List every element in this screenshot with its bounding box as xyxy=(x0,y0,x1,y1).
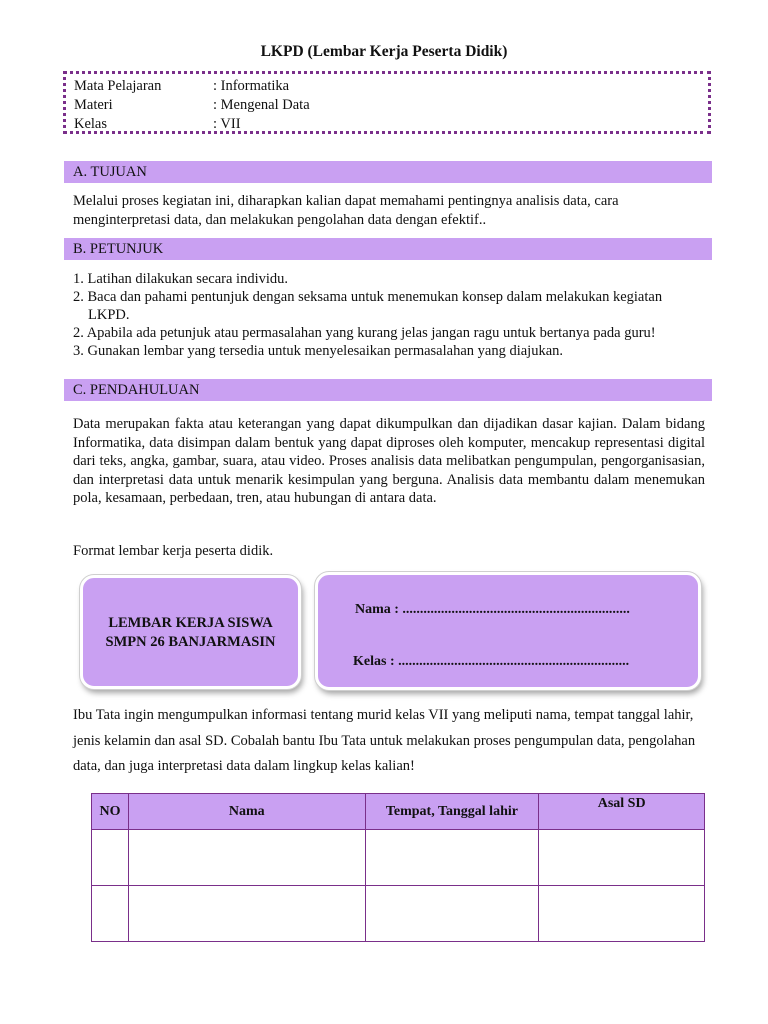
school-name: SMPN 26 BANJARMASIN xyxy=(105,634,276,650)
info-label: Kelas xyxy=(74,116,108,132)
section-heading-pendahuluan: C. PENDAHULUAN xyxy=(64,379,712,401)
section-heading-tujuan: A. TUJUAN xyxy=(64,161,712,183)
table-row xyxy=(92,830,705,886)
info-label: Mata Pelajaran xyxy=(74,78,162,94)
info-row-material xyxy=(74,96,700,115)
format-text: Format lembar kerja peserta didik. xyxy=(73,543,274,559)
data-table xyxy=(91,793,705,942)
table-cell[interactable] xyxy=(539,886,705,942)
name-field: Nama : ................................................................. xyxy=(355,602,630,617)
worksheet-title xyxy=(83,614,298,652)
table-row xyxy=(92,886,705,942)
tujuan-text: Melalui proses kegiatan ini, diharapkan kalian dapat memahami pentingnya analisis data, cara menginterpretasi data, dan melakukan pengolahan data dengan efektif.. xyxy=(73,193,619,228)
student-info-card xyxy=(315,572,701,690)
column-header-no: NO xyxy=(92,794,129,830)
petunjuk-list xyxy=(73,270,705,360)
table-cell[interactable] xyxy=(365,830,539,886)
info-box xyxy=(63,71,711,134)
info-value: : Informatika xyxy=(213,78,290,94)
table-cell[interactable] xyxy=(128,886,365,942)
page-title: LKPD (Lembar Kerja Peserta Didik) xyxy=(260,43,508,60)
column-header-name: Nama xyxy=(128,794,365,830)
list-item: 3. Gunakan lembar yang tersedia untuk menyelesaikan permasalahan yang diajukan. xyxy=(73,343,564,359)
column-header-school: Asal SD xyxy=(539,794,705,830)
list-item: 2. Baca dan pahami pentunjuk dengan seksama untuk menemukan konsep dalam melakukan kegiatan xyxy=(73,289,663,305)
info-value: : VII xyxy=(213,116,241,132)
worksheet-title-line: LEMBAR KERJA SISWA xyxy=(108,615,273,631)
worksheet-title-card xyxy=(80,575,301,689)
list-item: 2. Apabila ada petunjuk atau permasalahan yang kurang jelas jangan ragu untuk bertanya pada guru! xyxy=(73,325,656,341)
table-cell[interactable] xyxy=(128,830,365,886)
list-item: LKPD. xyxy=(88,307,130,323)
info-row-class xyxy=(74,115,700,134)
list-item: 1. Latihan dilakukan secara individu. xyxy=(73,271,289,287)
column-header-birth: Tempat, Tanggal lahir xyxy=(365,794,539,830)
info-value: : Mengenal Data xyxy=(213,97,310,113)
table-cell[interactable] xyxy=(92,830,129,886)
question-text: Ibu Tata ingin mengumpulkan informasi tentang murid kelas VII yang meliputi nama, tempat tanggal lahir, jenis kelamin dan asal SD. Cobalah bantu Ibu Tata untuk melakukan proses pengumpulan data, pengolahan data, dan juga interpretasi data dalam lingkup kelas kalian! xyxy=(73,707,696,774)
table-cell[interactable] xyxy=(539,830,705,886)
info-label: Materi xyxy=(74,97,113,113)
table-header-row xyxy=(92,794,705,830)
table-cell[interactable] xyxy=(92,886,129,942)
section-heading-petunjuk: B. PETUNJUK xyxy=(64,238,712,260)
pendahuluan-text: Data merupakan fakta atau keterangan yang dapat dikumpulkan dan dijadikan dasar kajian. Dalam bidang Informatika, data disimpan dalam bentuk yang dapat diproses oleh komputer, mencakup representasi digital dari teks, angka, gambar, suara, atau video. Proses analisis data melibatkan pengumpulan, pengorganisasian, dan interpretasi data untuk menarik kesimpulan yang berguna. Analisis data membantu dalam menemukan pola, kesamaan, perbedaan, tren, atau hubungan di antara data. xyxy=(73,416,705,506)
table-cell[interactable] xyxy=(365,886,539,942)
class-field: Kelas : .................................................................. xyxy=(353,654,630,669)
info-row-subject xyxy=(74,77,700,96)
